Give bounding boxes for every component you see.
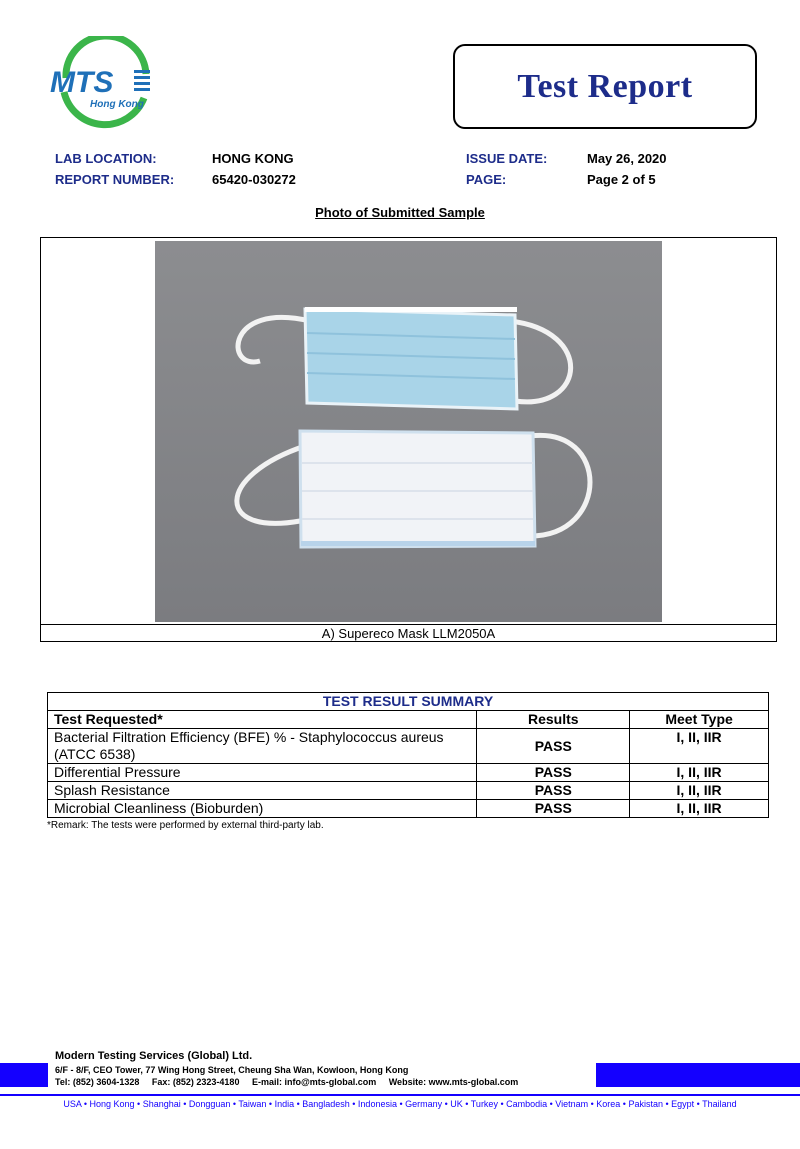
logo-text: MTS: [50, 66, 114, 99]
meet-type-cell: I, II, IIR: [630, 729, 769, 764]
test-name: Splash Resistance: [48, 782, 477, 800]
table-row: [48, 764, 769, 782]
page-label: PAGE:: [466, 172, 507, 187]
page-title: Test Report: [517, 67, 693, 105]
meet-type-cell: I, II, IIR: [630, 764, 769, 782]
title-box: [453, 44, 757, 129]
header-test-requested: Test Requested*: [48, 711, 477, 729]
photo-section-title: Photo of Submitted Sample: [315, 205, 485, 220]
mts-logo: [46, 36, 166, 131]
countries-list: USA • Hong Kong • Shanghai • Dongguan • Taiwan • India • Bangladesh • Indonesia • Germany • UK • Turkey • Cambodia • Vietnam • Korea • Pakistan • Egypt • Thailand: [63, 1099, 737, 1109]
table-row: [48, 782, 769, 800]
header-results: Results: [477, 711, 630, 729]
test-name: Microbial Cleanliness (Bioburden): [48, 800, 477, 818]
logo-subtext: Hong Kong: [90, 99, 144, 110]
table-row: [48, 800, 769, 818]
report-number-label: REPORT NUMBER:: [55, 172, 175, 187]
lab-location-value: HONG KONG: [212, 151, 294, 166]
photo-caption: A) Supereco Mask LLM2050A: [321, 626, 496, 641]
result-cell: PASS: [477, 729, 630, 764]
company-address: 6/F - 8/F, CEO Tower, 77 Wing Hong Street, Cheung Sha Wan, Kowloon, Hong Kong: [55, 1065, 409, 1075]
issue-date-value: May 26, 2020: [587, 151, 667, 166]
lab-location-label: LAB LOCATION:: [55, 151, 157, 166]
result-cell: PASS: [477, 764, 630, 782]
result-cell: PASS: [477, 800, 630, 818]
report-number-value: 65420-030272: [212, 172, 296, 187]
company-contact: Tel: (852) 3604-1328 Fax: (852) 2323-4180 E-mail: info@mts-global.com Website: www.mts-global.com: [55, 1077, 519, 1087]
issue-date-label: ISSUE DATE:: [466, 151, 548, 166]
test-result-summary-table: [47, 692, 769, 818]
footer-bar-left: [0, 1063, 48, 1087]
footer-divider: [0, 1094, 800, 1096]
summary-remark: *Remark: The tests were performed by external third-party lab.: [47, 820, 324, 831]
test-name: Differential Pressure: [48, 764, 477, 782]
table-row: [48, 729, 769, 764]
test-name-cell: [48, 729, 477, 764]
test-name: Bacterial Filtration Efficiency (BFE) % - Staphylococcus aureus: [54, 729, 444, 745]
header-meet-type: Meet Type: [630, 711, 769, 729]
company-name: Modern Testing Services (Global) Ltd.: [55, 1050, 253, 1062]
photo-caption-divider: [40, 624, 777, 625]
sample-photo: [155, 241, 662, 622]
test-name-continued: (ATCC 6538): [54, 746, 136, 762]
meet-type-cell: I, II, IIR: [630, 782, 769, 800]
summary-title: TEST RESULT SUMMARY: [48, 693, 769, 711]
result-cell: PASS: [477, 782, 630, 800]
meet-type-cell: I, II, IIR: [630, 800, 769, 818]
page-value: Page 2 of 5: [587, 172, 656, 187]
footer-bar-right: [596, 1063, 800, 1087]
